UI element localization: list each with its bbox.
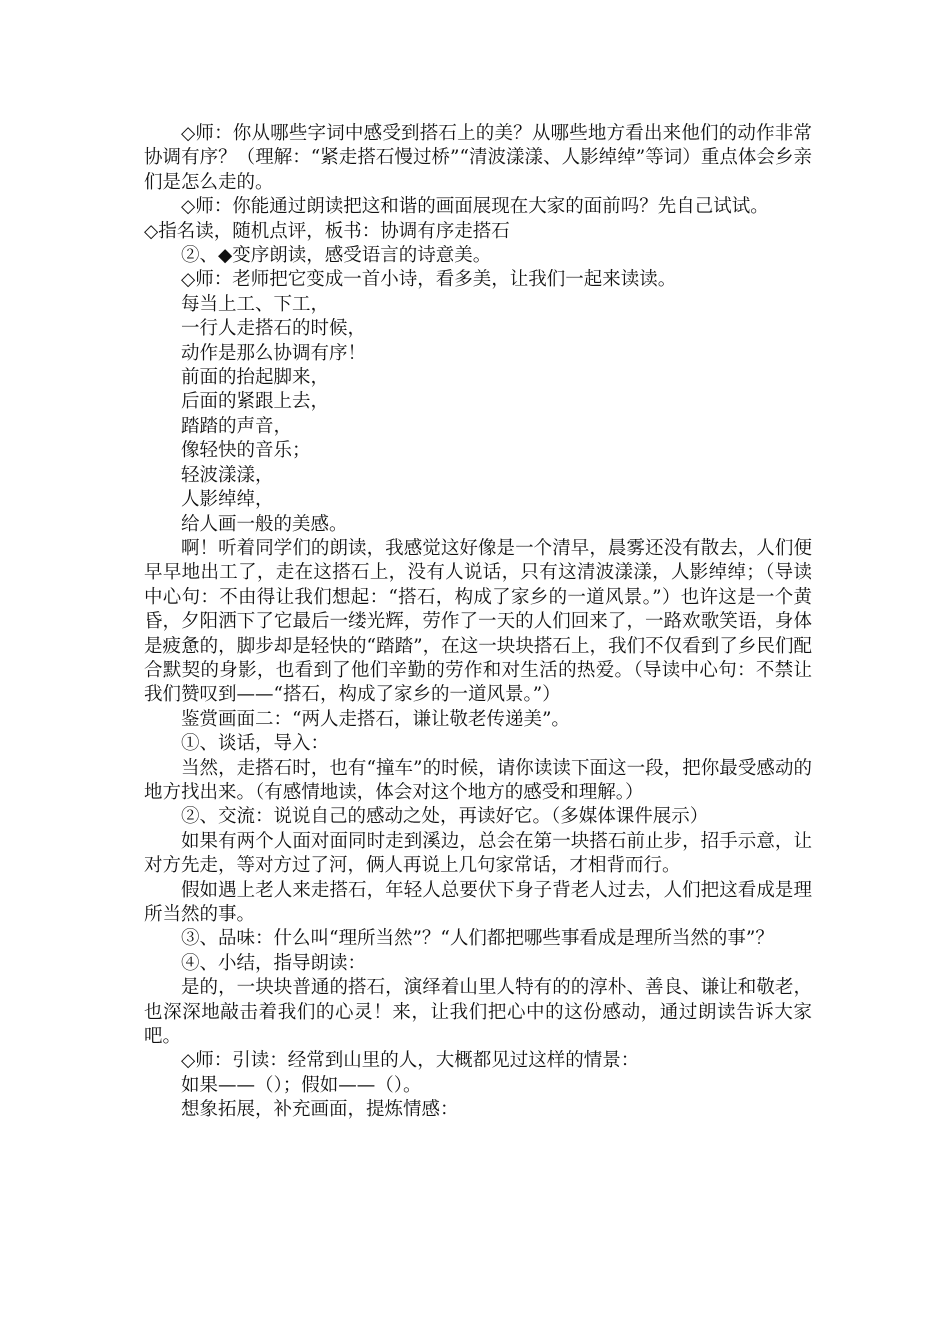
paragraph: ②、交流：说说自己的感动之处，再读好它。（多媒体课件展示） xyxy=(181,806,709,828)
paragraph: ◇师：老师把它变成一首小诗，看多美，让我们一起来读读。 xyxy=(181,269,677,291)
poem-line: 踏踏的声音， xyxy=(181,415,293,437)
section-heading: 鉴赏画面二：“两人走搭石，谦让敬老传递美”。 xyxy=(181,708,570,730)
poem-line: 每当上工、下工， xyxy=(181,293,330,315)
poem-line: 动作是那么协调有序！ xyxy=(181,342,367,364)
paragraph: ◇师：引读：经常到山里的人，大概都见过这样的情景： xyxy=(181,1050,640,1072)
paragraph: ③、品味：什么叫“理所当然”？“人们都把哪些事看成是理所当然的事”？ xyxy=(181,928,774,950)
document-page xyxy=(144,122,812,1123)
paragraph: 想象拓展，补充画面，提炼情感： xyxy=(181,1099,459,1121)
poem-line: 给人画一般的美感。 xyxy=(181,513,348,535)
paragraph: 当然，走搭石时，也有“撞车”的时候，请你读读下面这一段，把你最受感动的地方找出来。（有感情地读，体会对这个地方的感受和理解。） xyxy=(144,757,812,803)
paragraph: ②、◆变序朗读，感受语言的诗意美。 xyxy=(181,245,492,267)
paragraph: 假如遇上老人来走搭石，年轻人总要伏下身子背老人过去，人们把这看成是理所当然的事。 xyxy=(144,879,812,925)
paragraph: 啊！听着同学们的朗读，我感觉这好像是一个清早，晨雾还没有散去，人们便早早地出工了，走在这搭石上，没有人说话，只有这清波漾漾，人影绰绰；（导读中心句：不由得让我们想起：“搭石，构成了家乡的一道风景。”）也许这是一个黄昏，夕阳洒下了它最后一缕光辉，劳作了一天的人们回来了，一路欢歌笑语，身体是疲惫的，脚步却是轻快的“踏踏”，在这一块块搭石上，我们不仅看到了乡民们配合默契的身影，也看到了他们辛勤的劳作和对生活的热爱。（导读中心句：不禁让我们赞叹到——“搭石，构成了家乡的一道风景。”） xyxy=(144,537,812,706)
paragraph: ◇师：你从哪些字词中感受到搭石上的美？从哪些地方看出来他们的动作非常协调有序？（理解：“紧走搭石慢过桥”“清波漾漾、人影绰绰”等词）重点体会乡亲们是怎么走的。 xyxy=(144,123,812,193)
poem-line: 前面的抬起脚来， xyxy=(181,367,330,389)
poem-line: 轻波漾漾， xyxy=(181,464,274,486)
poem-line: 后面的紧跟上去， xyxy=(181,391,330,413)
paragraph: ◇师：你能通过朗读把这和谐的画面展现在大家的面前吗？先自己试试。 xyxy=(181,196,769,218)
paragraph: ④、小结，指导朗读： xyxy=(181,952,367,974)
paragraph: 如果——（）；假如——（）。 xyxy=(181,1074,422,1096)
paragraph: ◇指名读，随机点评，板书：协调有序走搭石 xyxy=(144,220,510,242)
poem-line: 像轻快的音乐； xyxy=(181,440,311,462)
paragraph: 如果有两个人面对面同时走到溪边，总会在第一块搭石前止步，招手示意，让对方先走，等对方过了河，俩人再说上几句家常话，才相背而行。 xyxy=(144,830,812,877)
paragraph: ①、谈话，导入： xyxy=(181,733,330,755)
poem-line: 一行人走搭石的时候， xyxy=(181,318,367,340)
poem-line: 人影绰绰， xyxy=(181,489,274,511)
paragraph: 是的，一块块普通的搭石，演绎着山里人特有的的淳朴、善良、谦让和敬老，也深深地敲击着我们的心灵！来，让我们把心中的这份感动，通过朗读告诉大家吧。 xyxy=(144,977,812,1048)
